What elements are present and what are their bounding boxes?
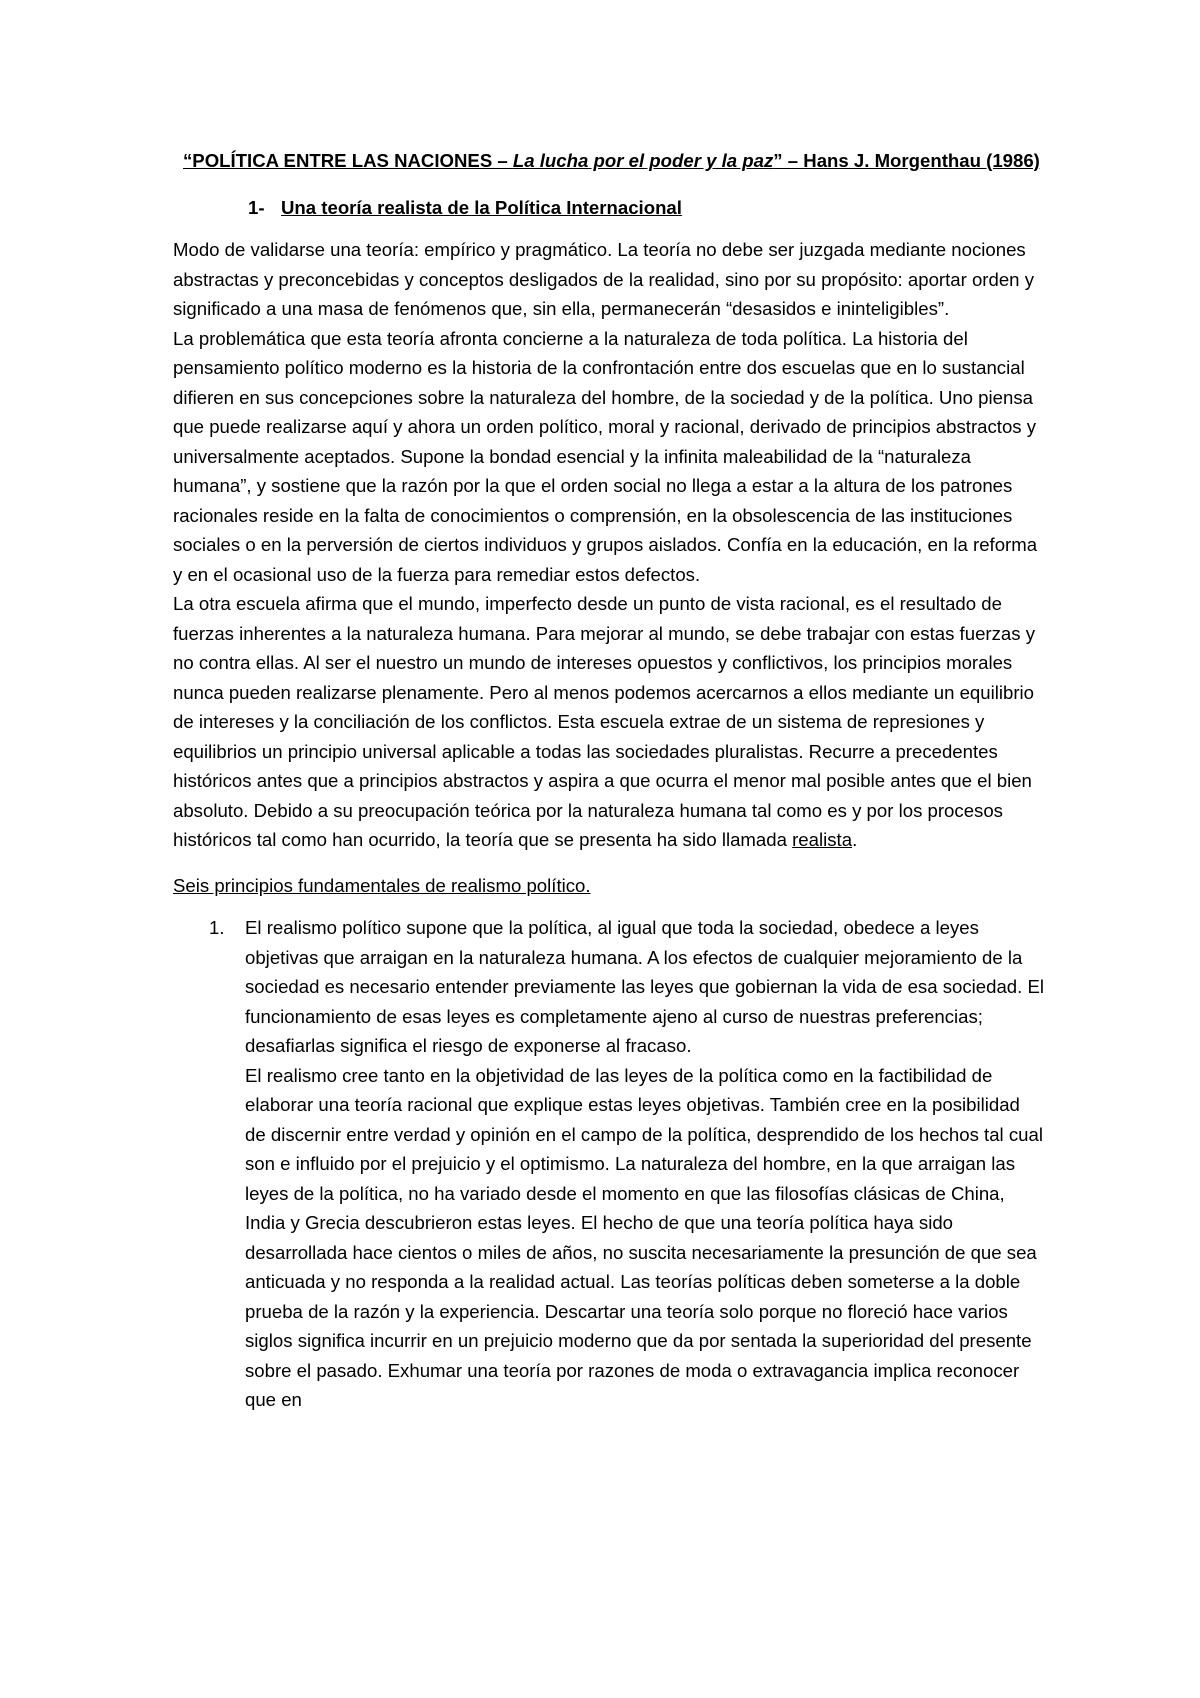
list-item-paragraph-2: El realismo cree tanto en la objetividad de las leyes de la política como en la factibilidad de elaborar una teoría racional que explique estas leyes objetivas. También cree en la posibilidad de discernir entre verdad y opinión en el campo de la política, desprendido de los hechos tal cual son e influido por el prejuicio y el optimismo. La naturaleza del hombre, en la que arraigan las leyes de la política, no ha variado desde el momento en que las filosofías clásicas de China, India y Grecia descubrieron estas leyes. El hecho de que una teoría política haya sido desarrollada hace cientos o miles de años, no suscita necesariamente la presunción de que sea anticuada y no responda a la realidad actual. Las teorías políticas deben someterse a la doble prueba de la razón y la experiencia. Descartar una teoría solo porque no floreció hace varios siglos significa incurrir en un prejuicio moderno que da por sentada la superioridad del presente sobre el pasado. Exhumar una teoría por razones de moda o extravagancia implica reconocer que en [245,1064,1043,1410]
document-body [173,146,1045,1415]
paragraph-3-end: . [852,829,858,850]
paragraph-3 [173,589,1045,855]
list-item-body [245,913,1045,1415]
list-item-paragraph-1: El realismo político supone que la política, al igual que toda la sociedad, obedece a leyes objetivas que arraigan en la naturaleza humana. A los efectos de cualquier mejoramiento de la sociedad es necesario entender previamente las leyes que gobiernan la vida de esa sociedad. El funcionamiento de esas leyes es completamente ajeno al curso de nuestras preferencias; desafiarlas significa el riesgo de exponerse al fracaso. [245,917,1045,1056]
principles-list [173,913,1045,1415]
list-item [173,913,1045,1415]
principles-subheading: Seis principios fundamentales de realismo político. [173,874,591,896]
list-item-marker: 1. [209,917,225,938]
section-title: Una teoría realista de la Política Internacional [281,196,682,218]
paragraph-2: La problemática que esta teoría afronta concierne a la naturaleza de toda política. La historia del pensamiento político moderno es la historia de la confrontación entre dos escuelas que en lo sustancial difieren en sus concepciones sobre la naturaleza del hombre, de la sociedad y de la política. Uno piensa que puede realizarse aquí y ahora un orden político, moral y racional, derivado de principios abstractos y universalmente aceptados. Supone la bondad esencial y la infinita maleabilidad de la “naturaleza humana”, y sostiene que la razón por la que el orden social no llega a estar a la altura de los patrones racionales reside en la falta de conocimientos o comprensión, en la obsolescencia de las instituciones sociales o en la perversión de ciertos individuos y grupos aislados. Confía en la educación, en la reforma y en el ocasional uso de la fuerza para remediar estos defectos. [173,327,1038,585]
title-part-2: La lucha por el poder y la paz [512,150,774,171]
section-number: 1- [248,196,265,218]
paragraph-1: Modo de validarse una teoría: empírico y pragmático. La teoría no debe ser juzgada mediante nociones abstractas y preconcebidas y conceptos desligados de la realidad, sino por su propósito: aportar orden y significado a una masa de fenómenos que, sin ella, permanecerán “desasidos e ininteligibles”. [173,239,1034,319]
section-heading [173,193,1045,223]
realista-term: realista [792,829,853,850]
paragraph-3-text: La otra escuela afirma que el mundo, imperfecto desde un punto de vista racional, es el resultado de fuerzas inherentes a la naturaleza humana. Para mejorar al mundo, se debe trabajar con estas fuerzas y no contra ellas. Al ser el nuestro un mundo de intereses opuestos y conflictivos, los principios morales nunca pueden realizarse plenamente. Pero al menos podemos acercarnos a ellos mediante un equilibrio de intereses y la conciliación de los conflictos. Esta escuela extrae de un sistema de represiones y equilibrios un principio universal aplicable a todas las sociedades pluralistas. Recurre a precedentes históricos antes que a principios abstractos y aspira a que ocurra el menor mal posible antes que el bien absoluto. Debido a su preocupación teórica por la naturaleza humana tal como es y por los procesos históricos tal como han ocurrido, la teoría que se presenta ha sido llamada [173,593,1035,850]
title-part-1: “POLÍTICA ENTRE LAS NACIONES – [183,150,513,171]
document-title [173,146,1045,176]
title-part-3: ” – Hans J. Morgenthau (1986) [773,150,1040,171]
